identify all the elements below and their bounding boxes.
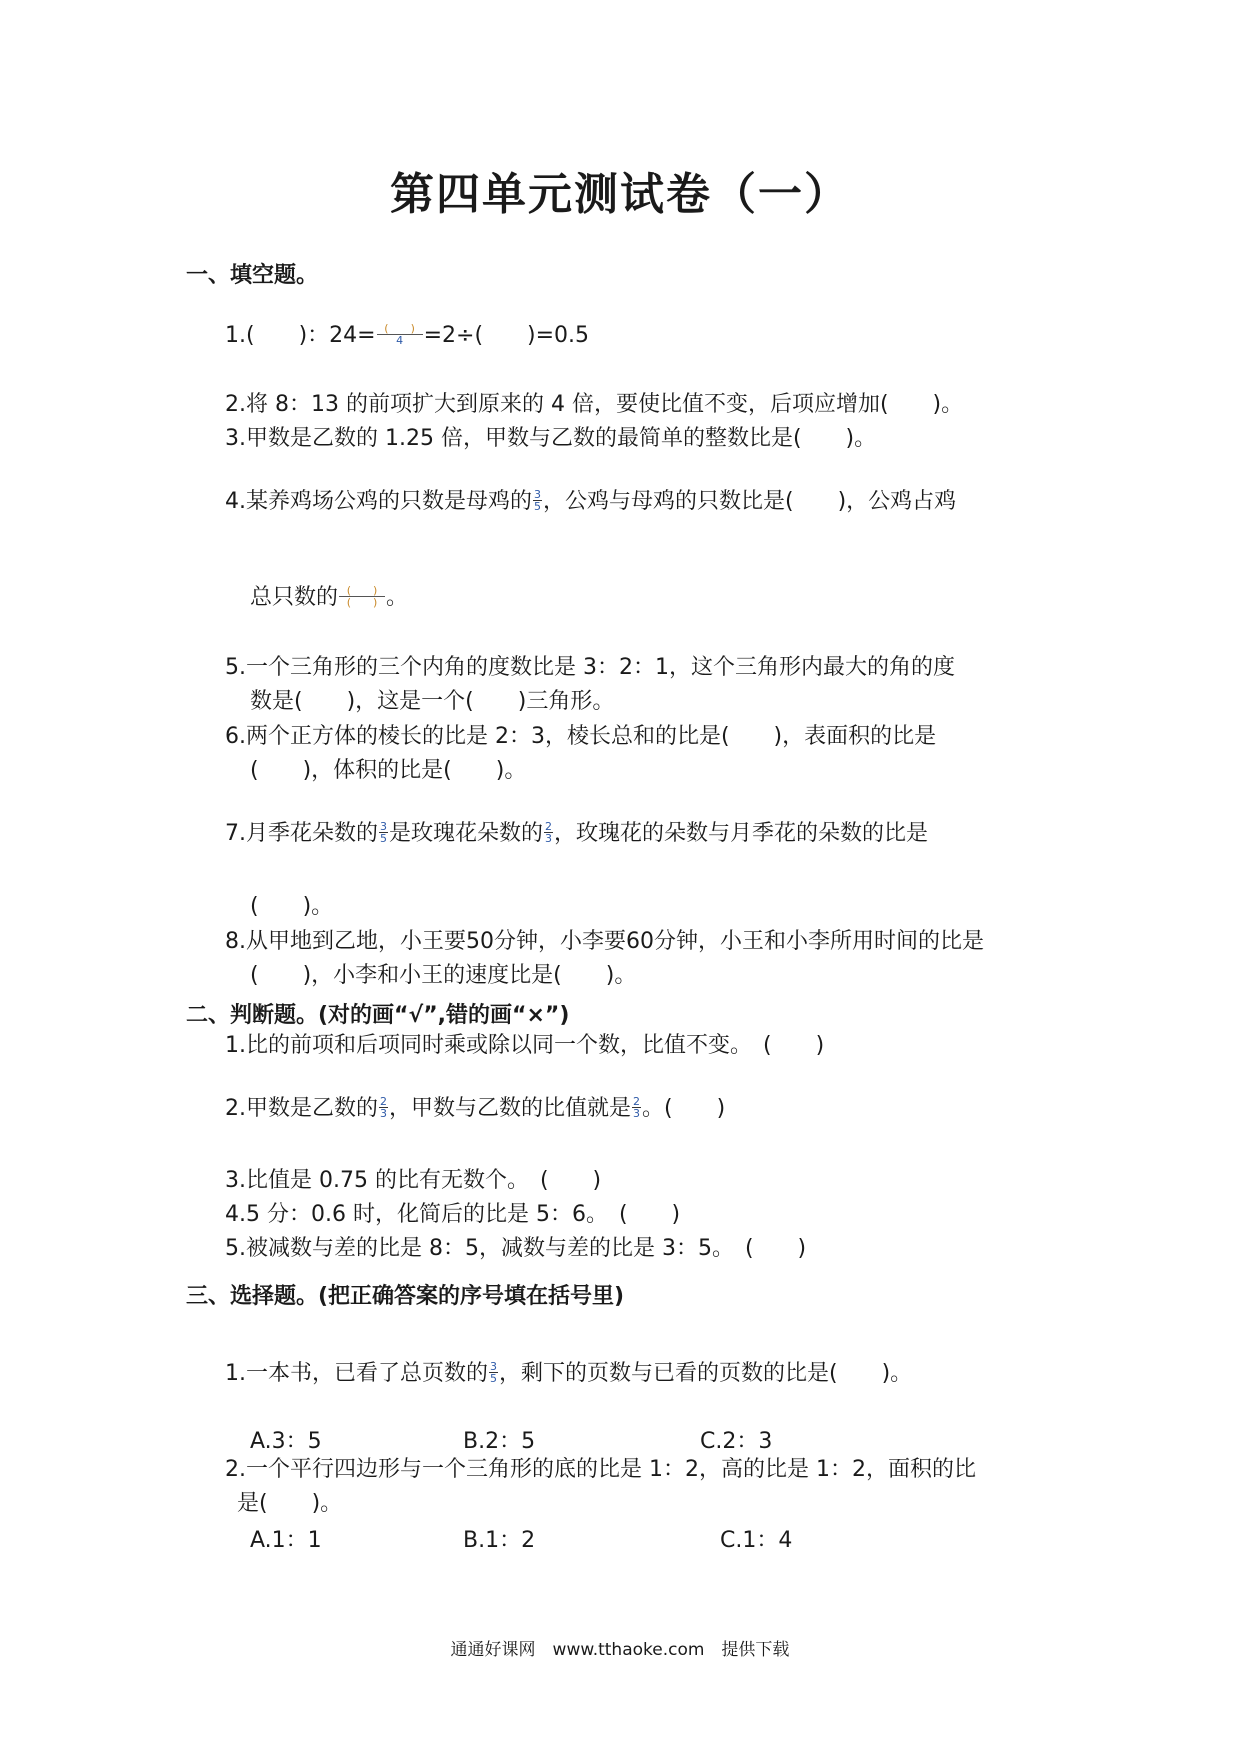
judge-question-1: 1.比的前项和后项同时乘或除以同一个数，比值不变。 ( ) bbox=[225, 1033, 825, 1058]
judge-question-2: 2.甲数是乙数的 $\frac{2}{3}$ ，甲数与乙数的比值就是 $\frac{2}{3}$ 。( ) bbox=[225, 1094, 726, 1121]
choice-question-2-cont: 是( )。 bbox=[237, 1491, 343, 1516]
blank-fraction: $\frac{( )}{4}$ bbox=[377, 323, 423, 346]
fill-question-7: 7.月季花朵数的 $\frac{3}{5}$ 是玫瑰花朵数的 $\frac{2}{3}$ ，玫瑰花的朵数与月季花的朵数的比是 bbox=[225, 819, 929, 846]
fraction: $\frac{2}{3}$ bbox=[633, 1094, 641, 1120]
section-fill-blank-heading: 一、填空题。 bbox=[186, 263, 319, 288]
fill-question-6-cont: ( )，体积的比是( )。 bbox=[250, 758, 527, 783]
choice-1-option-a: A.3：5 bbox=[250, 1429, 322, 1454]
fraction: $\frac{3}{5}$ bbox=[534, 487, 541, 513]
fill-question-2: 2.将 8：13 的前项扩大到原来的 4 倍，要使比值不变，后项应增加( )。 bbox=[225, 392, 964, 417]
choice-question-1: 1.一本书，已看了总页数的 $\frac{3}{5}$ ，剩下的页数与已看的页数的比是( )。 bbox=[225, 1359, 913, 1386]
blank-fraction: $\frac{( )}{( )}$ bbox=[339, 585, 385, 608]
fill-question-5: 5.一个三角形的三个内角的度数比是 3：2：1，这个三角形内最大的角的度 bbox=[225, 655, 955, 680]
choice-2-option-a: A.1：1 bbox=[250, 1528, 322, 1553]
fill-question-6: 6.两个正方体的棱长的比是 2：3，棱长总和的比是( )，表面积的比是 bbox=[225, 724, 937, 749]
fraction: $\frac{2}{3}$ bbox=[380, 1094, 387, 1120]
section-true-false-heading: 二、判断题。(对的画“√”,错的画“×”) bbox=[186, 1003, 570, 1028]
judge-question-3: 3.比值是 0.75 的比有无数个。 ( ) bbox=[225, 1168, 602, 1193]
fill-question-1: 1.( )：24= $\frac{( )}{4}$ =2÷( )=0.5 bbox=[225, 321, 590, 348]
fill-question-8: 8.从甲地到乙地，小王要50分钟，小李要60分钟，小王和小李所用时间的比是 bbox=[225, 929, 984, 954]
judge-question-5: 5.被减数与差的比是 8：5，减数与差的比是 3：5。 ( ) bbox=[225, 1236, 807, 1261]
fill-question-4-cont: 总只数的 $\frac{( )}{( )}$ 。 bbox=[250, 583, 409, 610]
choice-1-option-c: C.2：3 bbox=[700, 1429, 773, 1454]
fill-question-8-cont: ( )，小李和小王的速度比是( )。 bbox=[250, 963, 637, 988]
choice-2-option-b: B.1：2 bbox=[463, 1528, 536, 1553]
judge-question-4: 4.5 分：0.6 时，化简后的比是 5：6。 ( ) bbox=[225, 1202, 681, 1227]
fraction: $\frac{2}{3}$ bbox=[545, 819, 553, 845]
fill-question-5-cont: 数是( )，这是一个( )三角形。 bbox=[250, 689, 615, 714]
choice-question-2: 2.一个平行四边形与一个三角形的底的比是 1：2，高的比是 1：2，面积的比 bbox=[225, 1457, 976, 1482]
choice-1-option-b: B.2：5 bbox=[463, 1429, 536, 1454]
fill-question-4: 4.某养鸡场公鸡的只数是母鸡的 $\frac{3}{5}$ ，公鸡与母鸡的只数比是( )，公鸡占鸡 bbox=[225, 487, 957, 514]
page-title: 第四单元测试卷（一） bbox=[390, 169, 850, 220]
fill-question-7-cont: ( )。 bbox=[250, 894, 334, 919]
page-footer: 通通好课网 www.tthaoke.com 提供下载 bbox=[450, 1640, 790, 1660]
section-multiple-choice-heading: 三、选择题。(把正确答案的序号填在括号里) bbox=[186, 1284, 625, 1309]
fraction: $\frac{3}{5}$ bbox=[380, 819, 387, 845]
fraction: $\frac{3}{5}$ bbox=[490, 1359, 497, 1385]
choice-2-option-c: C.1：4 bbox=[720, 1528, 793, 1553]
fill-question-3: 3.甲数是乙数的 1.25 倍，甲数与乙数的最简单的整数比是( )。 bbox=[225, 426, 877, 451]
